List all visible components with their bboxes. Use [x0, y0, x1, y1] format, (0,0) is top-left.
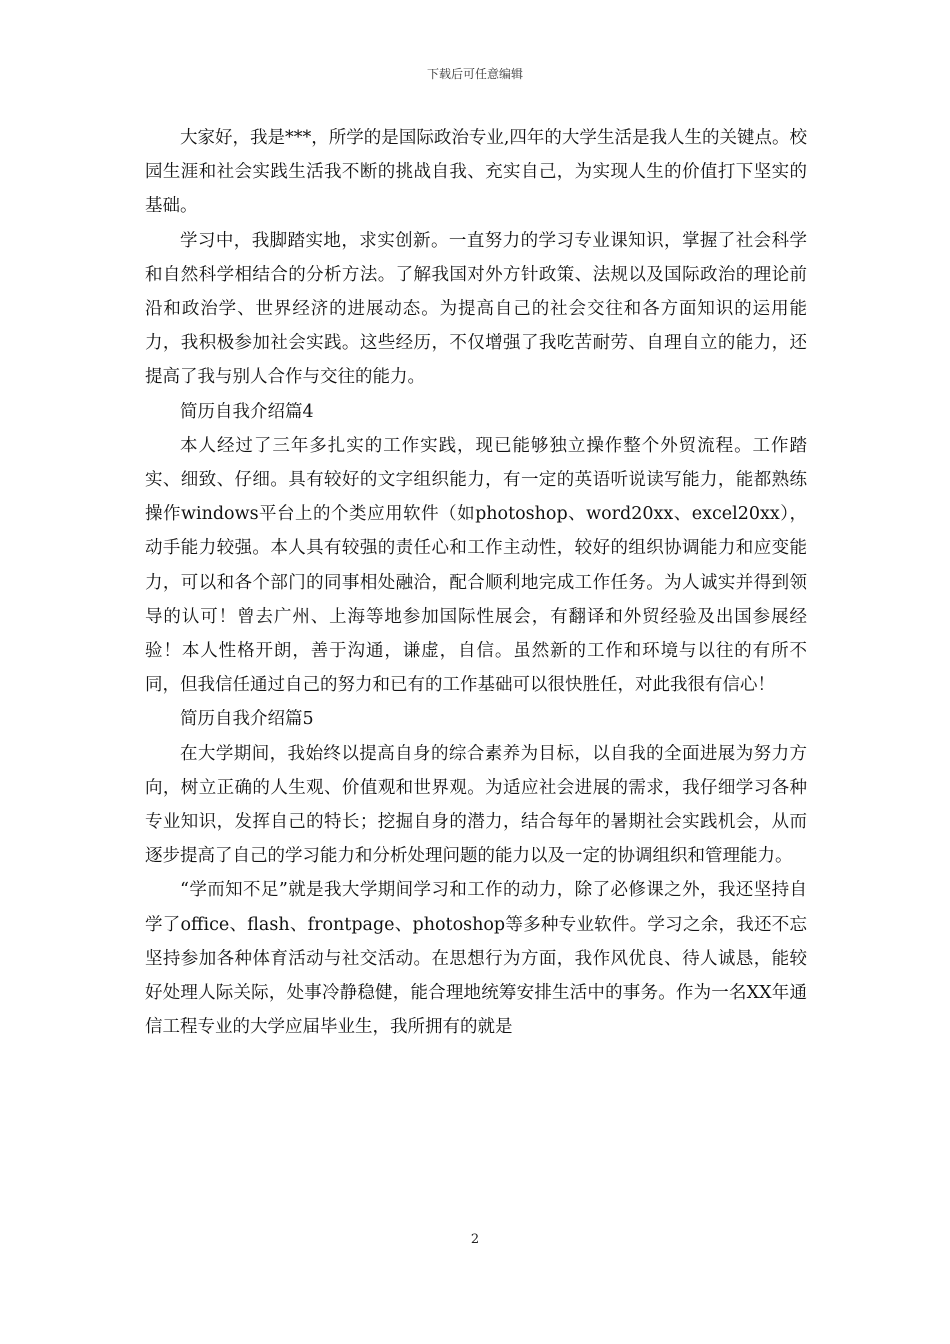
paragraph-study: 学习中，我脚踏实地，求实创新。一直努力的学习专业课知识，掌握了社会科学和自然科学相结合的分析方法。了解我国对外方针政策、法规以及国际政治的理论前沿和政治学、世界经济的进展动态。为提高自己的社会交往和各方面知识的运用能力，我积极参加社会实践。这些经历，不仅增强了我吃苦耐劳、自理自立的能力，还提高了我与别人合作与交往的能力。: [145, 230, 807, 388]
paragraph-work-experience: 本人经过了三年多扎实的工作实践，现已能够独立操作整个外贸流程。工作踏实、细致、仔细。具有较好的文字组织能力，有一定的英语听说读写能力，能都熟练操作windows平台上的个类应用软件（如photoshop、word20xx、excel20xx），动手能力较强。本人具有较强的责任心和工作主动性，较好的组织协调能力和应变能力，可以和各个部门的同事相处融洽，配合顺利地完成工作任务。为人诚实并得到领导的认可！曾去广州、上海等地参加国际性展会，有翻译和外贸经验及出国参展经验！本人性格开朗，善于沟通，谦虚，自信。虽然新的工作和环境与以往的有所不同，但我信任通过自己的努力和已有的工作基础可以很快胜任，对此我很有信心！: [145, 435, 807, 696]
section-heading-4: 简历自我介绍篇4: [180, 401, 314, 422]
document-body: [145, 121, 807, 1044]
paragraph-self-study: “学而知不足”就是我大学期间学习和工作的动力，除了必修课之外，我还坚持自学了office、flash、frontpage、photoshop等多种专业软件。学习之余，我还不忘坚持参加各种体育活动与社交活动。在思想行为方面，我作风优良、待人诚恳，能较好处理人际关际，处事冷静稳健，能合理地统筹安排生活中的事务。作为一名XX年通信工程专业的大学应届毕业生，我所拥有的就是: [145, 880, 807, 1038]
page-number: 2: [470, 1232, 480, 1247]
section-heading-5: 简历自我介绍篇5: [180, 709, 314, 730]
paragraph-university: 在大学期间，我始终以提高自身的综合素养为目标，以自我的全面进展为努力方向，树立正确的人生观、价值观和世界观。为适应社会进展的需求，我仔细学习各种专业知识，发挥自己的特长；挖掘自身的潜力，结合每年的暑期社会实践机会，从而逐步提高了自己的学习能力和分析处理问题的能力以及一定的协调组织和管理能力。: [145, 743, 807, 867]
paragraph-intro: 大家好，我是***，所学的是国际政治专业,四年的大学生活是我人生的关键点。校园生涯和社会实践生活我不断的挑战自我、充实自己，为实现人生的价值打下坚实的基础。: [145, 128, 807, 217]
page-header: 下载后可任意编辑: [426, 67, 523, 81]
